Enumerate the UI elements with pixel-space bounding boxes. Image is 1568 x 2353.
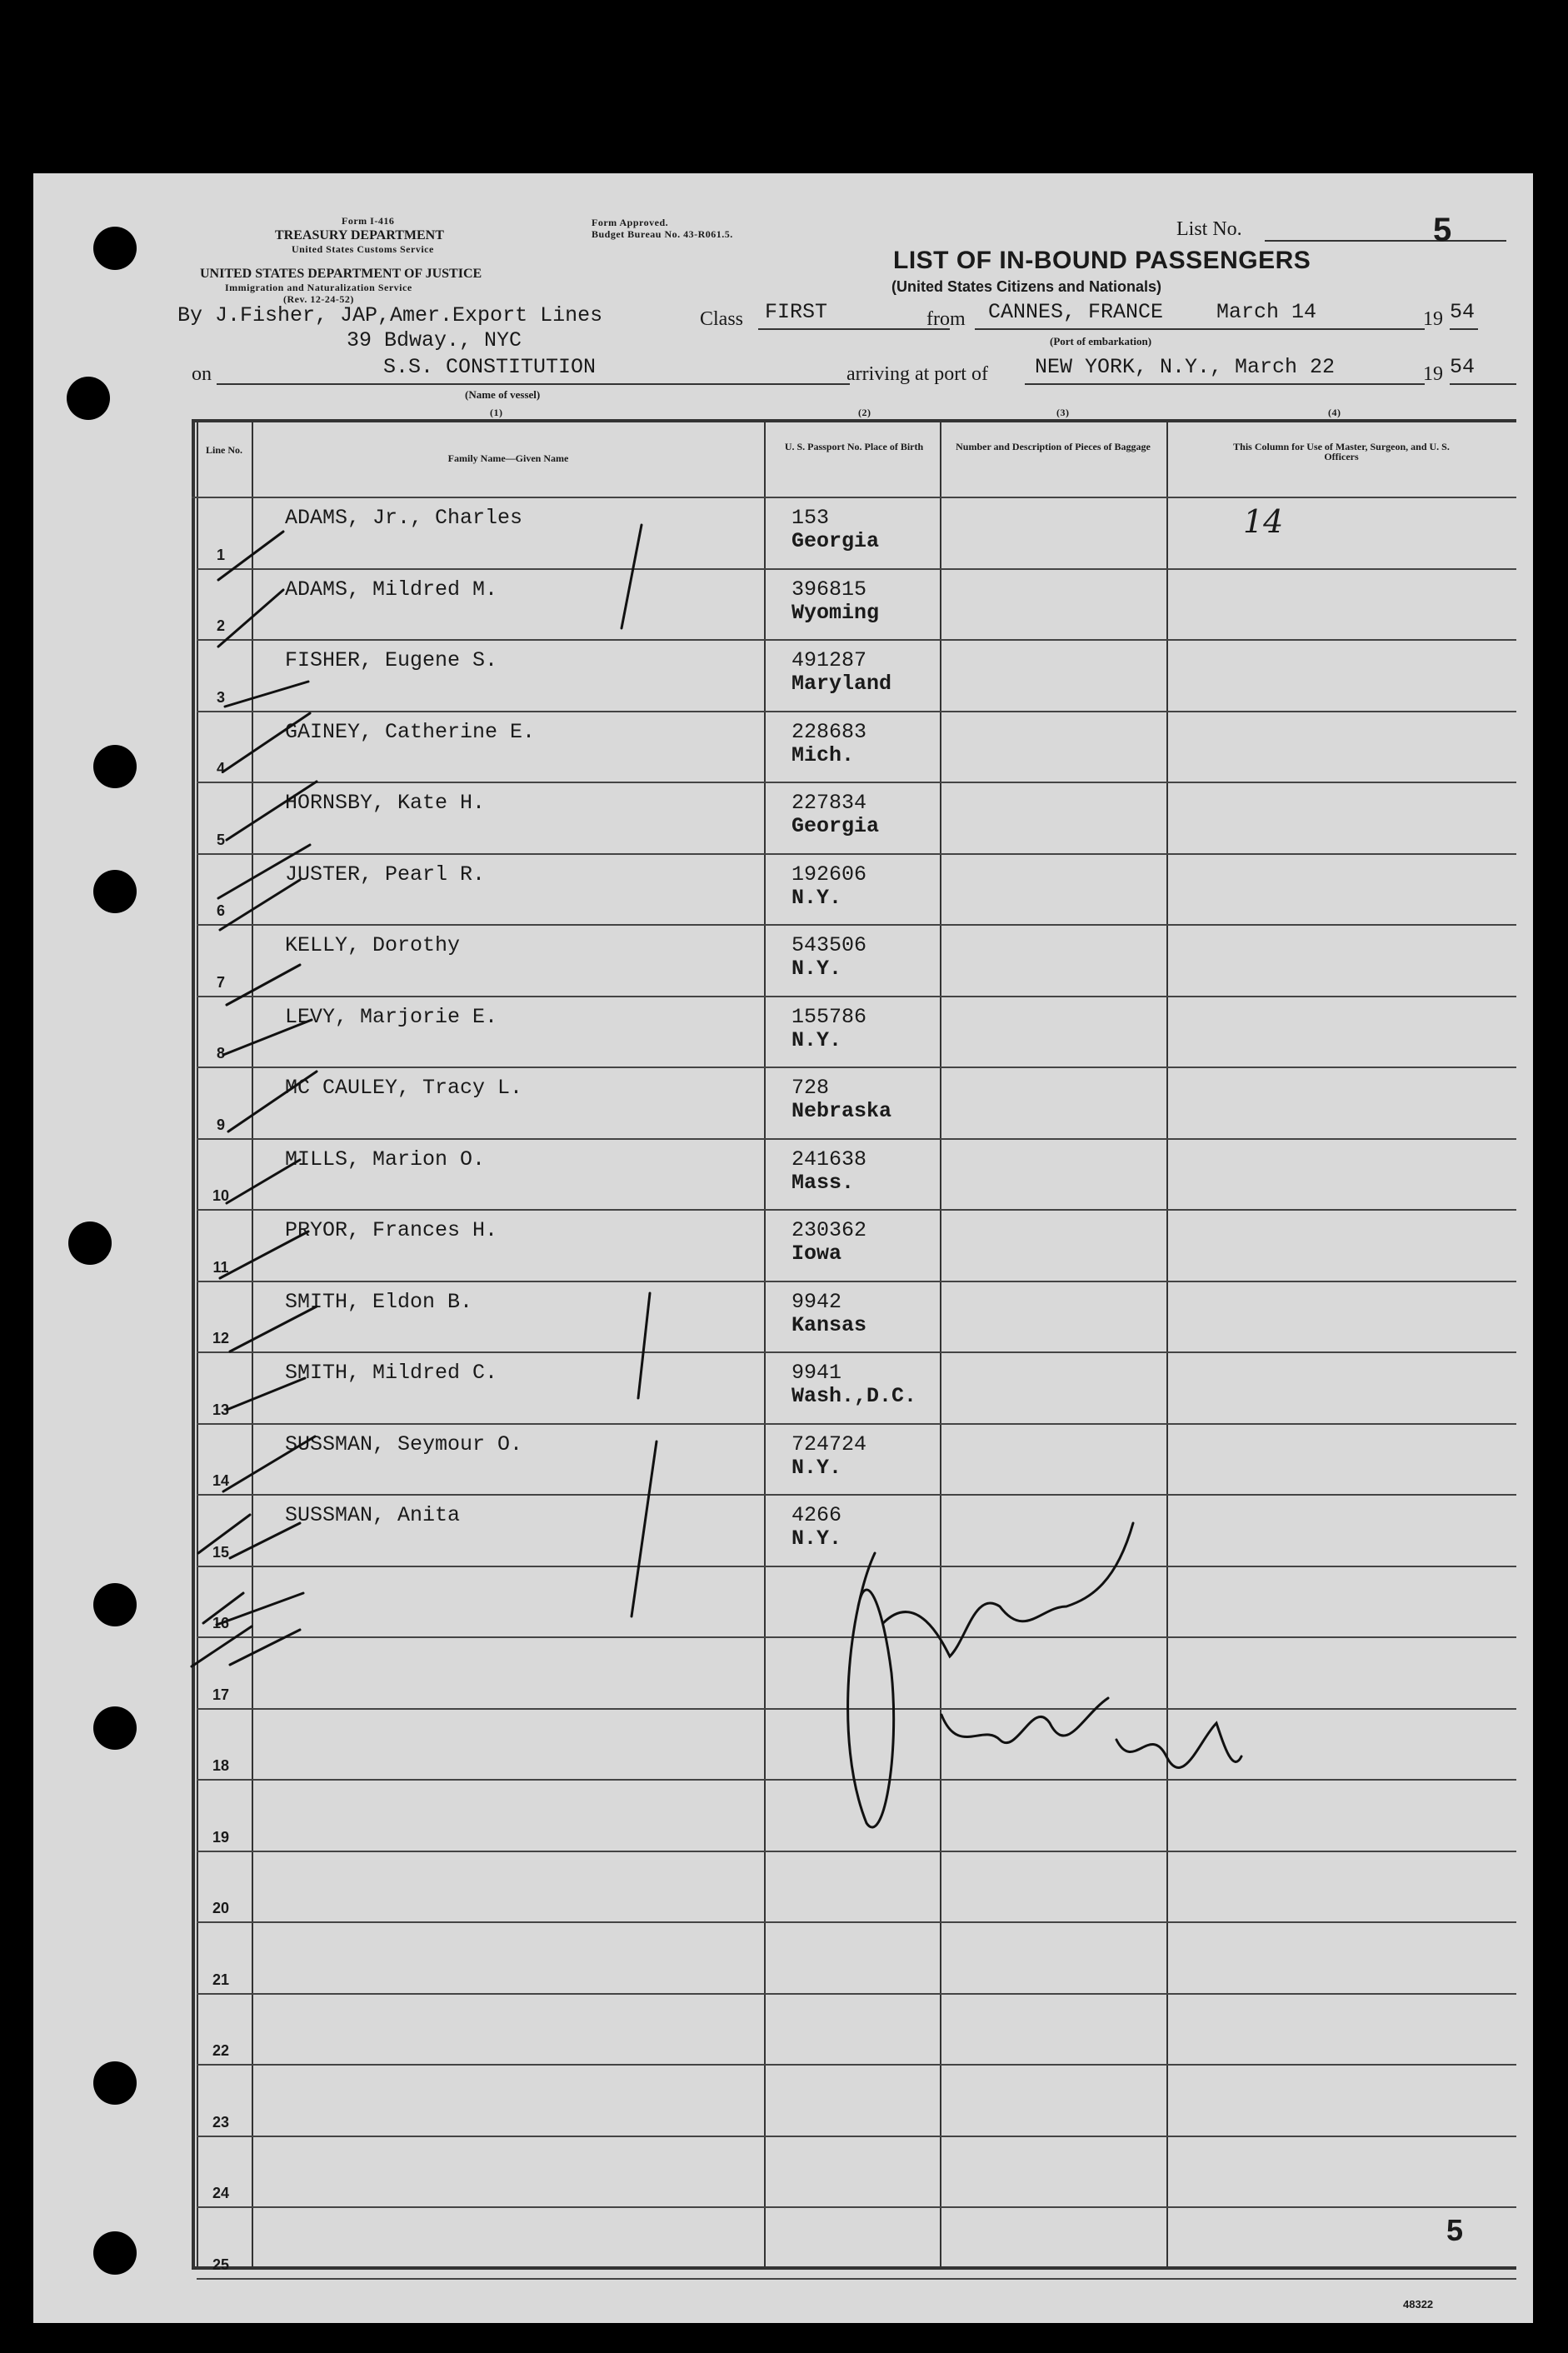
manifest-page <box>33 173 1533 2323</box>
row-line-number: 11 <box>212 1259 229 1276</box>
row-line-number: 5 <box>216 832 225 848</box>
passport-number: 396815 <box>791 577 867 602</box>
col-num-1: (1) <box>490 407 503 418</box>
row-line-number: 21 <box>212 1971 230 1988</box>
binder-hole <box>67 377 110 420</box>
col-num-3: (3) <box>1056 407 1070 418</box>
passenger-name: LEVY, Marjorie E. <box>285 1005 498 1029</box>
justice-dept: UNITED STATES DEPARTMENT OF JUSTICE <box>200 267 482 281</box>
passenger-name: MC CAULEY, Tracy L. <box>285 1076 523 1100</box>
row-line-number: 10 <box>212 1187 230 1204</box>
place-of-birth: N.Y. <box>791 1526 842 1551</box>
row-line-number: 23 <box>212 2114 230 2131</box>
from-year-prefix: 19 <box>1423 308 1443 330</box>
binder-hole <box>93 1706 137 1750</box>
row-line-number: 18 <box>212 1757 230 1774</box>
row-line-number: 1 <box>216 547 225 563</box>
filed-by-line1: By J.Fisher, JAP,Amer.Export Lines <box>177 303 603 327</box>
row-line-number: 14 <box>212 1472 230 1489</box>
passport-number: 192606 <box>791 862 867 887</box>
passenger-name: FISHER, Eugene S. <box>285 648 498 672</box>
passport-number: 491287 <box>791 648 867 672</box>
place-of-birth: N.Y. <box>791 1456 842 1480</box>
row-line-number: 24 <box>212 2185 230 2201</box>
class-value: FIRST <box>765 300 828 324</box>
passenger-name: HORNSBY, Kate H. <box>285 791 486 815</box>
row-line-number: 15 <box>212 1544 230 1561</box>
handwritten-marks <box>33 173 1533 2323</box>
place-of-birth: Iowa <box>791 1241 842 1266</box>
from-label: from <box>926 308 966 330</box>
binder-hole <box>93 870 137 913</box>
passenger-name: ADAMS, Jr., Charles <box>285 506 523 530</box>
port-embark-caption: (Port of embarkation) <box>1050 335 1152 347</box>
binder-hole <box>93 1583 137 1626</box>
page-title: LIST OF IN-BOUND PASSENGERS <box>893 247 1311 274</box>
row-line-number: 13 <box>212 1401 230 1418</box>
row-line-number: 9 <box>216 1117 225 1133</box>
row-line-number: 22 <box>212 2042 230 2059</box>
binder-hole <box>93 745 137 788</box>
form-id: Form I-416 <box>342 215 395 227</box>
place-of-birth: Georgia <box>791 529 880 553</box>
passenger-name: ADAMS, Mildred M. <box>285 577 498 602</box>
col-num-2: (2) <box>858 407 871 418</box>
list-no-value: 5 <box>1433 212 1452 248</box>
place-of-birth: Wash.,D.C. <box>791 1384 917 1408</box>
passport-number: 543506 <box>791 933 867 957</box>
passport-number: 227834 <box>791 791 867 815</box>
row-line-number: 4 <box>216 760 225 777</box>
inspector-signature <box>848 1523 1241 1827</box>
from-port: CANNES, FRANCE <box>988 300 1164 324</box>
passenger-name: GAINEY, Catherine E. <box>285 720 536 744</box>
col-num-4: (4) <box>1328 407 1341 418</box>
place-of-birth: N.Y. <box>791 886 842 910</box>
row-line-number: 20 <box>212 1900 230 1916</box>
arrival-year-prefix: 19 <box>1423 363 1443 385</box>
place-of-birth: Mich. <box>791 743 855 767</box>
row-line-number: 7 <box>216 974 225 991</box>
row-line-number: 25 <box>212 2256 230 2273</box>
col-header-passport: U. S. Passport No. Place of Birth <box>784 441 924 452</box>
row-line-number: 17 <box>212 1686 230 1703</box>
place-of-birth: Maryland <box>791 672 892 696</box>
budget-bureau: Budget Bureau No. 43-R061.5. <box>592 228 733 240</box>
place-of-birth: N.Y. <box>791 1028 842 1052</box>
place-of-birth: Nebraska <box>791 1099 892 1123</box>
passenger-name: SMITH, Mildred C. <box>285 1361 498 1385</box>
binder-hole <box>68 1221 112 1265</box>
row-line-number: 2 <box>216 617 225 634</box>
passport-number: 155786 <box>791 1005 867 1029</box>
print-code: 48322 <box>1403 2298 1434 2311</box>
customs-service: United States Customs Service <box>292 243 434 255</box>
vessel-caption: (Name of vessel) <box>465 388 541 401</box>
passenger-name: SMITH, Eldon B. <box>285 1290 473 1314</box>
binder-hole <box>93 227 137 270</box>
on-label: on <box>192 363 212 385</box>
page-number: 5 <box>1446 2213 1464 2247</box>
ins-service: Immigration and Naturalization Service <box>225 282 412 293</box>
arrival-port: NEW YORK, N.Y., March 22 <box>1035 355 1336 379</box>
place-of-birth: Kansas <box>791 1313 867 1337</box>
row-line-number: 12 <box>212 1330 230 1346</box>
col-header-line: Line No. <box>205 444 242 456</box>
binder-hole <box>93 2061 137 2105</box>
treasury-dept: TREASURY DEPARTMENT <box>275 228 444 242</box>
passport-number: 241638 <box>791 1147 867 1172</box>
page-subtitle: (United States Citizens and Nationals) <box>891 278 1162 295</box>
row-line-number: 8 <box>216 1045 225 1062</box>
place-of-birth: Mass. <box>791 1171 855 1195</box>
passenger-name: JUSTER, Pearl R. <box>285 862 486 887</box>
passport-number: 153 <box>791 506 830 530</box>
passport-number: 4266 <box>791 1503 842 1527</box>
col-header-name: Family Name—Given Name <box>447 452 569 464</box>
vessel-name: S.S. CONSTITUTION <box>383 355 597 379</box>
arriving-label: arriving at port of <box>846 363 988 385</box>
filed-by-line2: 39 Bdway., NYC <box>347 328 522 352</box>
arrival-year: 54 <box>1450 355 1476 379</box>
passenger-name: SUSSMAN, Anita <box>285 1503 461 1527</box>
row-line-number: 6 <box>216 902 225 919</box>
revision: (Rev. 12-24-52) <box>283 293 354 305</box>
list-no-label: List No. <box>1176 218 1242 240</box>
passport-number: 724724 <box>791 1432 867 1456</box>
row-line-number: 3 <box>216 689 225 706</box>
passport-number: 728 <box>791 1076 830 1100</box>
row-line-number: 19 <box>212 1829 230 1846</box>
from-date: March 14 <box>1216 300 1317 324</box>
passenger-name: PRYOR, Frances H. <box>285 1218 498 1242</box>
passport-number: 228683 <box>791 720 867 744</box>
col-header-officers: This Column for Use of Master, Surgeon, and U. S. Officers <box>1233 441 1450 462</box>
class-label: Class <box>700 308 744 330</box>
passenger-name: MILLS, Marion O. <box>285 1147 486 1172</box>
from-year: 54 <box>1450 300 1476 324</box>
passenger-name: KELLY, Dorothy <box>285 933 461 957</box>
place-of-birth: Georgia <box>791 814 880 838</box>
passport-number: 230362 <box>791 1218 867 1242</box>
place-of-birth: N.Y. <box>791 957 842 981</box>
passport-number: 9941 <box>791 1361 842 1385</box>
binder-hole <box>93 2231 137 2275</box>
place-of-birth: Wyoming <box>791 601 880 625</box>
passport-number: 9942 <box>791 1290 842 1314</box>
officer-count-handwritten: 14 <box>1243 503 1284 540</box>
row-line-number: 16 <box>212 1615 230 1631</box>
form-approved: Form Approved. <box>592 217 669 228</box>
col-header-baggage: Number and Description of Pieces of Baggage <box>956 441 1151 452</box>
passenger-name: SUSSMAN, Seymour O. <box>285 1432 523 1456</box>
